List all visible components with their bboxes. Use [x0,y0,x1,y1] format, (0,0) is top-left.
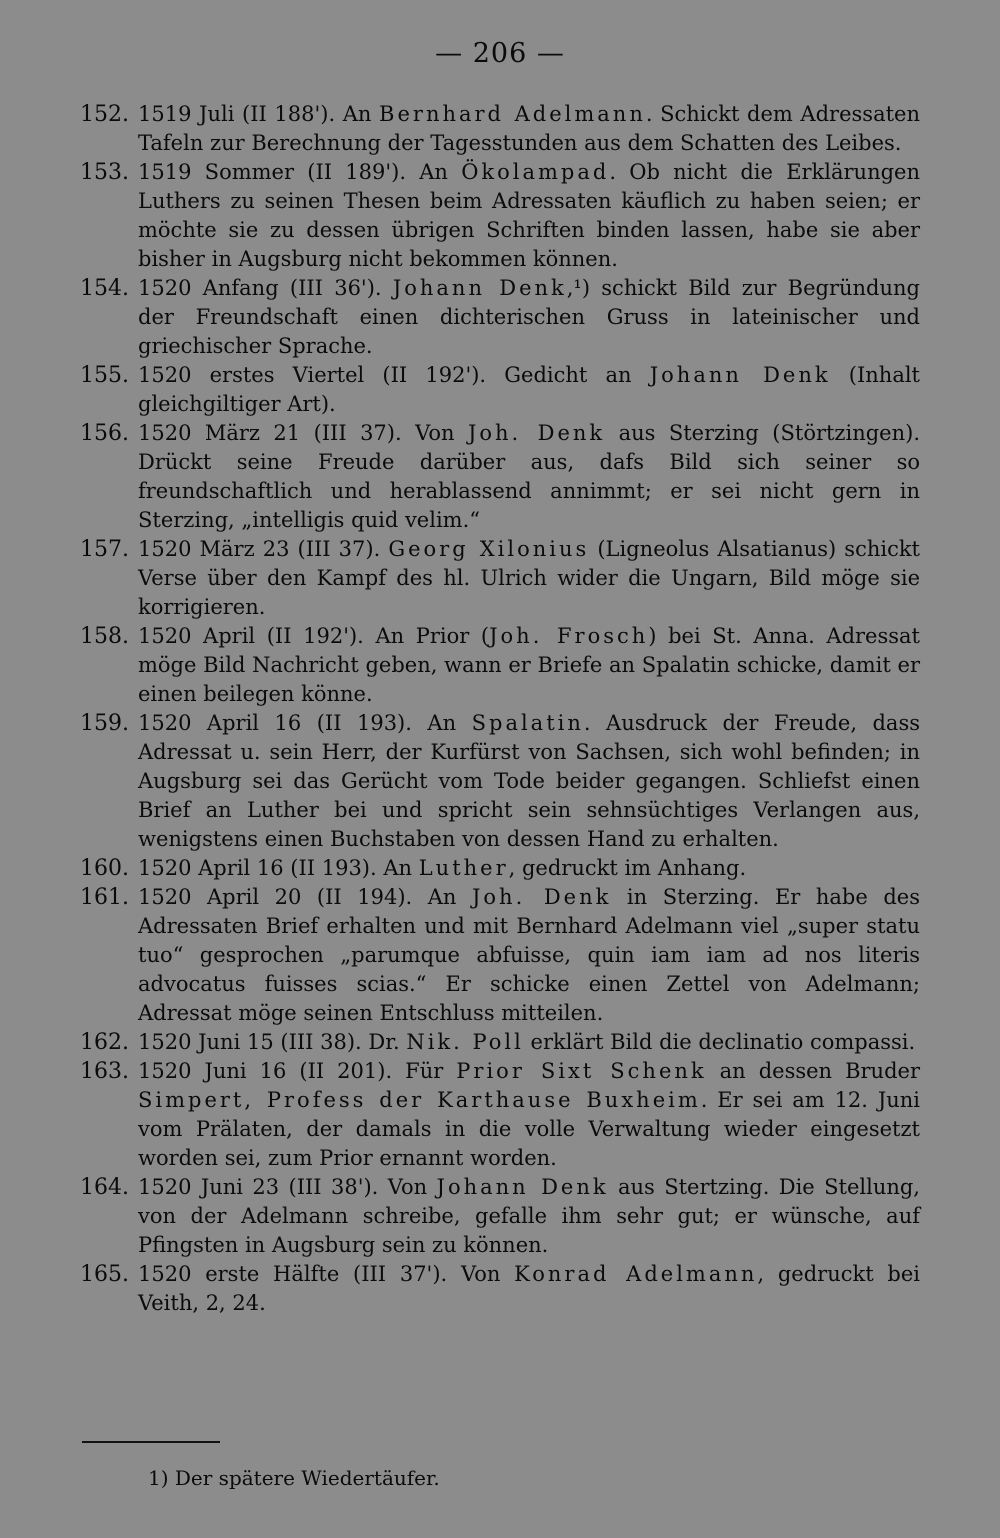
letter-entry [80,361,920,419]
text-run: an dessen Bruder [706,1059,920,1083]
entry-text [138,709,920,854]
spaced-name: Johann Denk [436,1175,609,1199]
entry-number: 157. [80,537,129,562]
spaced-name: Ökolampad [461,160,610,184]
spaced-name: Nik. Poll [406,1030,524,1054]
spaced-name: Prior Sixt Schenk [456,1059,707,1083]
text-run: 1520 April 16 (II 193). An [138,711,472,735]
letter-entry [80,100,920,158]
text-run: 1520 März 21 (III 37). Von [138,421,468,445]
letter-entry [80,1260,920,1318]
letter-entry [80,535,920,622]
letter-entries [80,100,920,1318]
footnote: 1) Der spätere Wiedertäufer. [148,1466,440,1490]
text-run: (Ligneolus Alsatianus) schickt Verse über den Kampf des hl. Ulrich wider die Ungarn, Bild möge sie korrigieren. [138,537,920,619]
spaced-name: Konrad Adelmann [514,1262,758,1286]
text-run: . Schickt dem Adressaten Tafeln zur Berechnung der Tagesstunden aus dem Schatten des Leibes. [138,102,920,155]
entry-text [138,100,920,158]
text-run: 1520 April (II 192'). An Prior ( [138,624,490,648]
entry-number: 154. [80,276,129,301]
text-run: ,¹) schickt Bild zur Begründung der Freundschaft einen dichterischen Gruss in lateinischer und griechischer Sprache. [138,276,920,358]
entry-number: 155. [80,363,129,388]
entry-number: 163. [80,1059,129,1084]
letter-entry [80,883,920,1028]
entry-text [138,854,920,883]
spaced-name: Joh. Denk [472,885,612,909]
text-run: . Ob nicht die Erklärungen Luthers zu seinen Thesen beim Adressaten käuflich zu haben seien; er möchte sie zu dessen übrigen Schriften binden lassen, habe sie aber bisher in Augsburg nicht bekommen können. [138,160,921,271]
entry-text [138,419,920,535]
spaced-name: Luther [418,856,509,880]
text-run: 1519 Juli (II 188'). An [138,102,380,126]
text-run: . Ausdruck der Freude, dass Adressat u. sein Herr, der Kurfürst von Sachsen, sich wohl befinden; in Augsburg sei das Gerücht vom Tode beider gegangen. Schliefst einen Brief an Luther bei und spricht sein sehnsüchtiges Verlangen aus, wenigstens einen Buchstaben von dessen Hand zu erhalten. [138,711,920,851]
text-run: 1520 April 20 (II 194). An [138,885,472,909]
spaced-name: Johann Denk [392,276,567,300]
letter-entry [80,274,920,361]
entry-number: 165. [80,1262,129,1287]
entry-number: 152. [80,102,129,127]
spaced-name: Bernhard Adelmann [379,102,646,126]
letter-entry [80,419,920,535]
footnote-divider [82,1441,220,1443]
entry-text [138,535,920,622]
spaced-name: Joh. Frosch [489,624,649,648]
letter-entry [80,709,920,854]
entry-text [138,274,920,361]
text-run: erklärt Bild die declinatio compassi. [523,1030,916,1054]
entry-number: 161. [80,885,129,910]
text-run: 1520 Juni 16 (II 201). Für [138,1059,457,1083]
entry-text [138,361,920,419]
entry-number: 162. [80,1030,129,1055]
entry-text [138,1028,920,1057]
spaced-name: Joh. Denk [467,421,606,445]
entry-text [138,883,920,1028]
text-run: 1520 Juni 15 (III 38). Dr. [138,1030,407,1054]
entry-text [138,158,920,274]
letter-entry [80,1028,920,1057]
text-run: ) bei St. Anna. Adressat möge Bild Nachricht geben, wann er Briefe an Spalatin schicke, damit er einen beilegen könne. [138,624,920,706]
text-run: 1520 erstes Viertel (II 192'). Gedicht an [138,363,650,387]
letter-entry [80,622,920,709]
entry-number: 160. [80,856,129,881]
entry-text [138,1173,920,1260]
text-run: 1520 März 23 (III 37). [138,537,389,561]
entry-number: 159. [80,711,129,736]
text-run: . Er sei am 12. Juni vom Prälaten, der damals in die volle Verwaltung wieder eingesetzt worden sei, zum Prior ernannt worden. [138,1088,920,1170]
letter-entry [80,1057,920,1173]
entry-number: 164. [80,1175,129,1200]
text-run: , gedruckt bei Veith, 2, 24. [138,1262,920,1315]
spaced-name: Georg Xilonius [388,537,590,561]
entry-text [138,1057,920,1173]
text-run: (Inhalt gleichgiltiger Art). [138,363,920,416]
entry-text [138,1260,920,1318]
text-run: 1520 Juni 23 (III 38'). Von [138,1175,437,1199]
text-run: 1520 April 16 (II 193). An [138,856,419,880]
text-run: , gedruckt im Anhang. [508,856,747,880]
text-run: aus Stertzing. Die Stellung, von der Adelmann schreibe, gefalle ihm sehr gut; er wünsche, auf Pfingsten in Augsburg sein zu können. [138,1175,920,1257]
spaced-name: Johann Denk [649,363,831,387]
letter-entry [80,854,920,883]
page-number: — 206 — [435,38,565,69]
entry-number: 158. [80,624,129,649]
entry-text [138,622,920,709]
text-run: in Sterzing. Er habe des Adressaten Brief erhalten und mit Bernhard Adelmann viel „super statu tuo“ gesprochen „parumque abfuisse, quin iam iam ad nos literis advocatus fuisses scias.“ Er schicke einen Zettel von Adelmann; Adressat möge seinen Entschluss mitteilen. [138,885,921,1025]
text-run: 1520 Anfang (III 36'). [138,276,393,300]
letter-entry [80,158,920,274]
spaced-name: Simpert, Profess der Karthause Buxheim [138,1088,701,1112]
entry-number: 153. [80,160,129,185]
text-run: 1519 Sommer (II 189'). An [138,160,462,184]
spaced-name: Spalatin [471,711,584,735]
entry-number: 156. [80,421,129,446]
letter-entry [80,1173,920,1260]
text-run: aus Sterzing (Störtzingen). Drückt seine Freude darüber aus, dafs Bild sich seiner so freundschaftlich und herablassend annimmt; er sei nicht gern in Sterzing, „intelligis quid velim.“ [138,421,921,532]
text-run: 1520 erste Hälfte (III 37'). Von [138,1262,515,1286]
